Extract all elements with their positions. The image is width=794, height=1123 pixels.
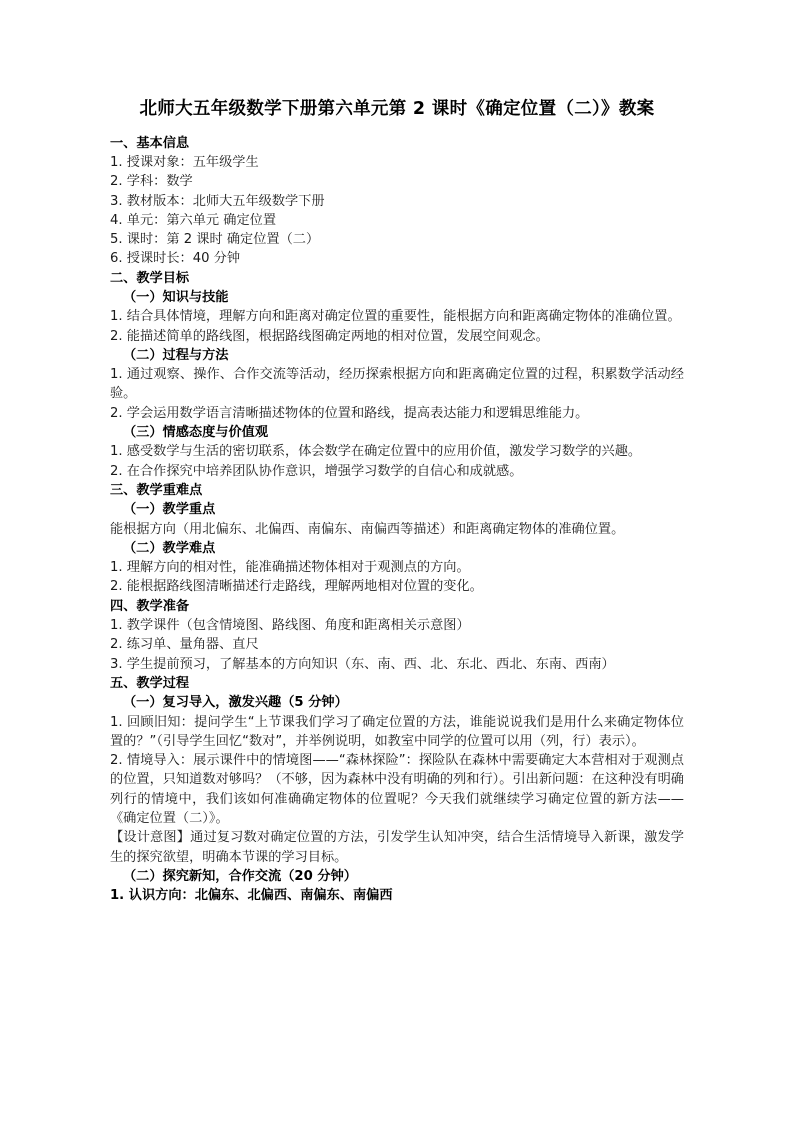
body-paragraph: 2. 在合作探究中培养团队协作意识，增强学习数学的自信心和成就感。 bbox=[110, 463, 523, 479]
body-paragraph: 1. 回顾旧知：提问学生“上节课我们学习了确定位置的方法，谁能说说我们是用什么来确定物体位置的？”（引导学生回忆“数对”，并举例说明，如教室中同学的位置可以用（列，行）表示）。 bbox=[110, 714, 684, 749]
body-paragraph: 1. 理解方向的相对性，能准确描述物体相对于观测点的方向。 bbox=[110, 560, 470, 576]
section-heading: 四、教学准备 bbox=[110, 598, 190, 614]
body-paragraph: 2. 情境导入：展示课件中的情境图——“森林探险”：探险队在森林中需要确定大本营相对于观测点的位置，只知道数对够吗？（不够，因为森林中没有明确的列和行）。引出新问题：在这种没有明确列行的情境中，我们该如何准确确定物体的位置呢？今天我们就继续学习确定位置的新方法——《确定位置（二）》。 bbox=[110, 753, 684, 827]
body-paragraph: 1. 通过观察、操作、合作交流等活动，经历探索根据方向和距离确定位置的过程，积累数学活动经验。 bbox=[110, 367, 684, 402]
subsection-heading: （一）教学重点 bbox=[123, 502, 216, 518]
body-paragraph: 能根据方向（用北偏东、北偏西、南偏东、南偏西等描述）和距离确定物体的准确位置。 bbox=[110, 521, 625, 537]
section-heading: 五、教学过程 bbox=[110, 675, 190, 691]
section-heading: 一、基本信息 bbox=[110, 135, 190, 151]
subsection-heading: （一）知识与技能 bbox=[123, 290, 229, 305]
body-paragraph: 4. 单元：第六单元 确定位置 bbox=[110, 212, 277, 228]
body-paragraph: 1. 授课对象：五年级学生 bbox=[110, 154, 259, 170]
page-title: 北师大五年级数学下册第六单元第 2 课时《确定位置（二）》教案 bbox=[139, 99, 655, 119]
section-heading: 二、教学目标 bbox=[110, 270, 190, 286]
body-paragraph: 6. 授课时长：40 分钟 bbox=[110, 251, 241, 267]
subsection-heading: （一）复习导入，激发兴趣（5 分钟） bbox=[123, 695, 348, 711]
body-paragraph: 1. 教学课件（包含情境图、路线图、角度和距离相关示意图） bbox=[110, 618, 470, 634]
body-paragraph: 2. 练习单、量角器、直尺 bbox=[110, 637, 259, 653]
subsection-heading: （二）过程与方法 bbox=[123, 347, 229, 363]
subsection-heading: （二）探究新知，合作交流（20 分钟） bbox=[123, 868, 357, 884]
body-paragraph: 1. 感受数学与生活的密切联系，体会数学在确定位置中的应用价值，激发学习数学的兴趣。 bbox=[110, 444, 642, 460]
body-paragraph: 3. 学生提前预习，了解基本的方向知识（东、南、西、北、东北、西北、东南、西南） bbox=[110, 656, 615, 672]
sub-item-heading: 1. 认识方向：北偏东、北偏西、南偏东、南偏西 bbox=[110, 888, 393, 904]
body-paragraph: 2. 学科：数学 bbox=[110, 174, 193, 190]
document-body bbox=[110, 134, 684, 906]
body-paragraph: 1. 结合具体情境，理解方向和距离对确定位置的重要性，能根据方向和距离确定物体的准确位置。 bbox=[110, 309, 681, 325]
body-paragraph: 3. 教材版本：北师大五年级数学下册 bbox=[110, 193, 325, 209]
subsection-heading: （二）教学难点 bbox=[123, 540, 216, 556]
body-paragraph: 5. 课时：第 2 课时 确定位置（二） bbox=[110, 232, 320, 248]
body-paragraph: 2. 能描述简单的路线图，根据路线图确定两地的相对位置，发展空间观念。 bbox=[110, 328, 549, 344]
body-paragraph: 【设计意图】通过复习数对确定位置的方法，引发学生认知冲突，结合生活情境导入新课，激发学生的探究欲望，明确本节课的学习目标。 bbox=[110, 830, 684, 865]
subsection-heading: （三）情感态度与价值观 bbox=[123, 425, 269, 441]
body-paragraph: 2. 学会运用数学语言清晰描述物体的位置和路线，提高表达能力和逻辑思维能力。 bbox=[110, 405, 589, 421]
body-paragraph: 2. 能根据路线图清晰描述行走路线，理解两地相对位置的变化。 bbox=[110, 579, 483, 595]
section-heading: 三、教学重难点 bbox=[110, 482, 203, 498]
